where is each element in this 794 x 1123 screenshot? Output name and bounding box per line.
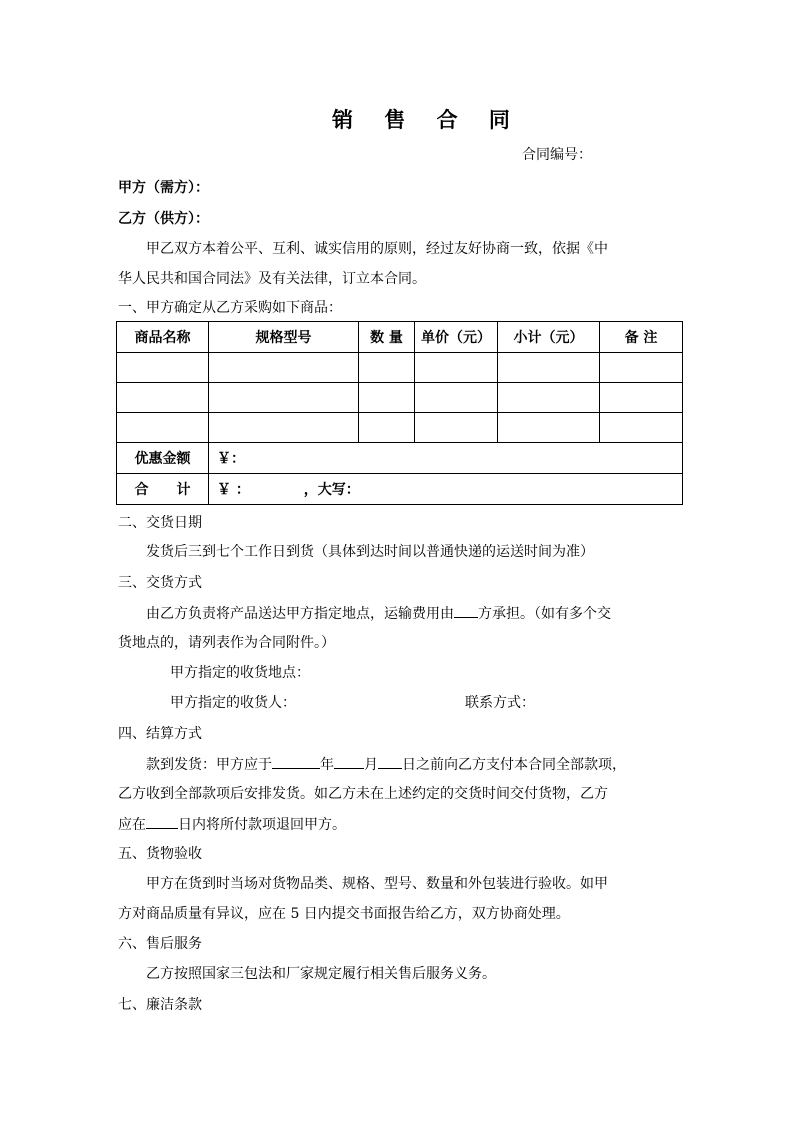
header-remarks: 备 注 <box>600 322 683 353</box>
table-cell[interactable] <box>209 353 359 383</box>
table-cell[interactable] <box>600 383 683 413</box>
preamble-line-1: 甲乙双方本着公平、互利、诚实信用的原则，经过友好协商一致，依据《中 <box>146 241 608 257</box>
payment-day-blank[interactable] <box>378 754 402 769</box>
table-cell[interactable] <box>498 353 600 383</box>
party-a-label: 甲方（需方）： <box>118 180 209 196</box>
table-cell[interactable] <box>209 413 359 443</box>
year-label: 年 <box>320 757 334 773</box>
header-quantity: 数 量 <box>359 322 415 353</box>
table-cell[interactable] <box>600 353 683 383</box>
table-cell[interactable] <box>498 383 600 413</box>
total-label: 合 计 <box>117 474 209 505</box>
payment-month-blank[interactable] <box>334 754 364 769</box>
section-6-text: 乙方按照国家三包法和厂家规定履行相关售后服务义务。 <box>146 966 496 982</box>
table-cell[interactable] <box>415 353 498 383</box>
table-cell[interactable] <box>359 413 415 443</box>
discount-value[interactable]: ￥： <box>209 443 683 474</box>
delivery-person-label: 甲方指定的收货人： <box>170 695 296 711</box>
section-5-line-1: 甲方在货到时当场对货物品类、规格、型号、数量和外包装进行验收。如甲 <box>146 876 608 892</box>
header-subtotal: 小计（元） <box>498 322 600 353</box>
section-4-text-c: 应在 <box>118 817 146 833</box>
table-cell[interactable] <box>359 353 415 383</box>
delivery-place-label: 甲方指定的收货地点： <box>170 665 310 681</box>
table-cell[interactable] <box>498 413 600 443</box>
party-b-label: 乙方（供方）： <box>118 211 209 227</box>
refund-days-blank[interactable] <box>146 814 178 829</box>
section-5-line-2: 方对商品质量有异议，应在 5 日内提交书面报告给乙方，双方协商处理。 <box>118 906 570 922</box>
total-row <box>117 474 683 505</box>
section-3-heading: 三、交货方式 <box>118 575 202 591</box>
discount-row <box>117 443 683 474</box>
total-value[interactable]: ￥ ： ，大写： <box>209 474 683 505</box>
document-title: 销 售 合 同 <box>332 108 522 132</box>
table-cell[interactable] <box>117 383 209 413</box>
goods-table <box>116 321 683 505</box>
table-row <box>117 413 683 443</box>
section-4-text-d: 日内将所付款项退回甲方。 <box>178 817 346 833</box>
section-2-heading: 二、交货日期 <box>118 515 202 531</box>
section-4-text-a: 款到发货：甲方应于 <box>146 757 272 773</box>
table-cell[interactable] <box>209 383 359 413</box>
section-6-heading: 六、售后服务 <box>118 936 202 952</box>
section-2-text: 发货后三到七个工作日到货（具体到达时间以普通快递的运送时间为准） <box>146 544 594 560</box>
section-4-line-2: 乙方收到全部款项后安排发货。如乙方未在上述约定的交货时间交付货物，乙方 <box>118 786 608 802</box>
table-row <box>117 383 683 413</box>
section-3-line-1 <box>146 603 611 624</box>
table-header-row <box>117 322 683 353</box>
section-4-text-b: 日之前向乙方支付本合同全部款项， <box>402 757 626 773</box>
section-7-heading: 七、廉洁条款 <box>118 997 202 1013</box>
section-4-heading: 四、结算方式 <box>118 726 202 742</box>
section-3-text-a: 由乙方负责将产品送达甲方指定地点，运输费用由 <box>146 606 454 622</box>
discount-label: 优惠金额 <box>117 443 209 474</box>
header-spec-model: 规格型号 <box>209 322 359 353</box>
payment-year-blank[interactable] <box>272 754 320 769</box>
header-product-name: 商品名称 <box>117 322 209 353</box>
contract-number-label: 合同编号： <box>522 147 592 163</box>
table-cell[interactable] <box>600 413 683 443</box>
contact-label: 联系方式： <box>465 695 535 711</box>
month-label: 月 <box>364 757 378 773</box>
section-4-line-3 <box>118 814 346 835</box>
freight-payer-blank[interactable] <box>454 603 478 618</box>
table-row <box>117 353 683 383</box>
table-cell[interactable] <box>359 383 415 413</box>
section-1-heading: 一、甲方确定从乙方采购如下商品： <box>118 300 342 316</box>
section-4-line-1 <box>146 754 626 775</box>
table-cell[interactable] <box>117 413 209 443</box>
table-cell[interactable] <box>415 413 498 443</box>
table-cell[interactable] <box>117 353 209 383</box>
preamble-line-2: 华人民共和国合同法》及有关法律，订立本合同。 <box>118 271 426 287</box>
header-unit-price: 单价（元） <box>415 322 498 353</box>
section-3-line-2: 货地点的，请列表作为合同附件。） <box>118 635 335 651</box>
section-3-text-b: 方承担。（如有多个交 <box>478 606 611 622</box>
table-cell[interactable] <box>415 383 498 413</box>
section-5-heading: 五、货物验收 <box>118 846 202 862</box>
